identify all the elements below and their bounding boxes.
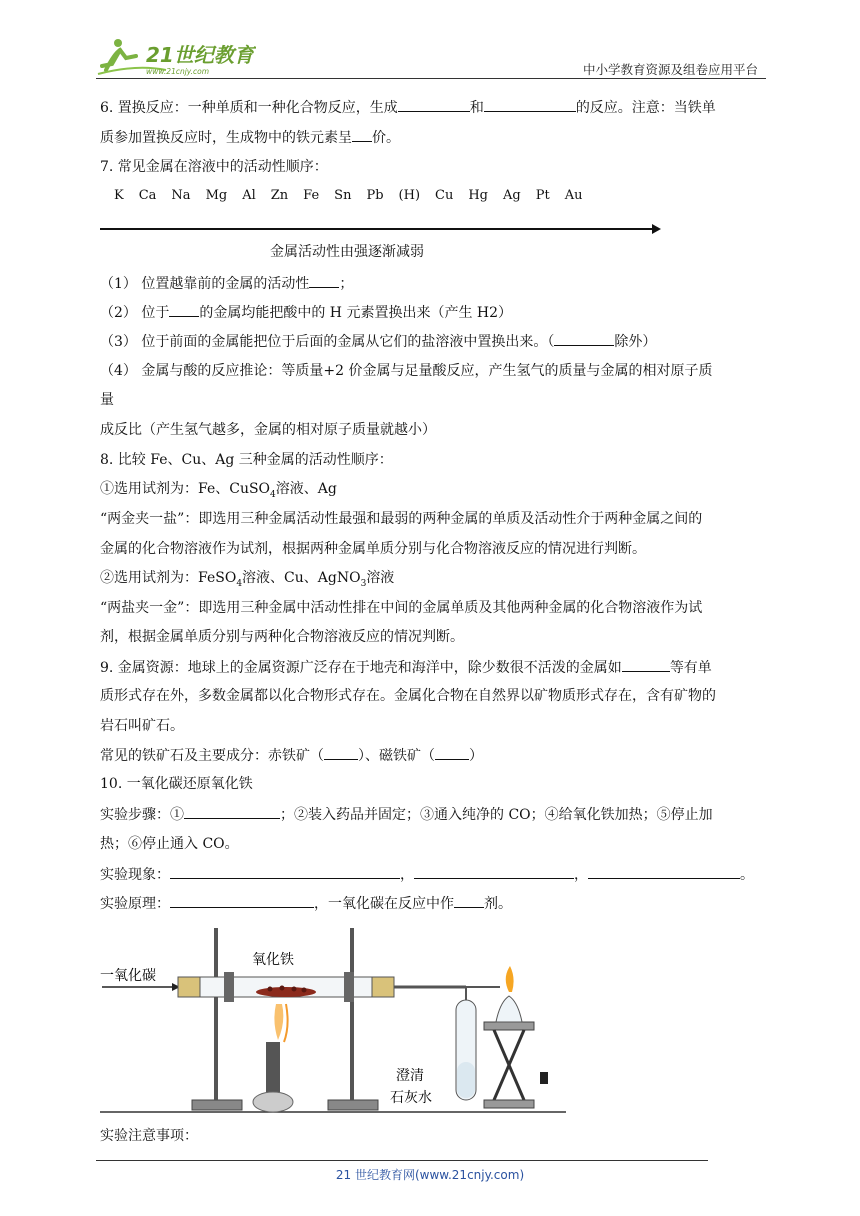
q10-phenomenon-label: 实验现象： [100,867,170,883]
header-divider [96,78,766,79]
q6-text-c: 的反应。注意：当铁单 [575,100,716,116]
footer-text[interactable]: 21 世纪教育网(www.21cnjy.com) [335,1168,525,1182]
q10-principle-label: 实验原理： [100,896,170,912]
gas-label: 一氧化碳 [100,968,156,984]
activity-arrow-label: 金属活动性由强逐渐减弱 [270,244,424,260]
q10-steps-a: 实验步骤：① [100,807,184,823]
iron-oxide-label: 氧化铁 [252,952,294,968]
q8-reagent2 [100,568,394,594]
q10-blank-phen3[interactable] [588,864,740,879]
q8-reagent1-a: ①选用试剂为：Fe、CuSO [100,481,271,497]
q8-reagent1-b: 溶液、Ag [275,481,337,497]
footer-divider [96,1160,708,1161]
metal-item: Cu [435,188,454,203]
q8-reagent2-a: ②选用试剂为：FeSO [100,570,237,586]
q9-ore-c: ） [469,748,483,764]
q6-blank-2[interactable] [484,97,576,112]
q7-item3 [100,331,656,352]
metal-item: Mg [205,188,228,203]
q10-blank-principle[interactable] [170,893,314,908]
q10-principle [100,893,512,914]
activity-arrow [100,228,655,230]
q9-blank-1[interactable] [622,657,670,672]
q10-blank-agent[interactable] [454,893,484,908]
metal-item: Pt [535,188,550,203]
q9-ore-b: ）、磁铁矿（ [358,748,435,764]
q9-ore-a: 常见的铁矿石及主要成分：赤铁矿（ [100,748,324,764]
svg-text:www.21cnjy.com: www.21cnjy.com [146,67,210,76]
q10-blank-step1[interactable] [184,804,280,819]
q6-blank-3[interactable] [352,127,372,142]
q7-item1-text: （1） 位置越靠前的金属的活动性 [100,276,310,292]
metal-item: Ag [503,188,521,203]
metal-item: Au [564,188,583,203]
metal-item: Na [171,188,191,203]
q6-line2 [100,127,400,148]
q7-item4: （4） 金属与酸的反应推论：等质量+2 价金属与足量酸反应，产生氢气的质量与金属的相对原子质 [100,363,713,379]
q9-line4 [100,745,483,766]
q10-comma-2: ， [574,867,588,883]
q10-steps-line1 [100,804,713,825]
q8-reagent2-sub1: 4 [236,578,243,589]
q10-comma-1: ， [400,867,414,883]
q8-reagent1-sub: 4 [270,489,276,500]
q8-reagent1 [100,479,337,505]
q8-desc2-line1: “两盐夹一金”：即选用三种金属中活动性排在中间的金属单质及其他两种金属的化合物溶液作为试 [100,600,703,616]
q9-line1 [100,657,712,678]
q7-title: 7. 常见金属在溶液中的活动性顺序： [100,159,328,175]
co-reduction-apparatus-diagram [100,922,570,1118]
q10-title: 10. 一氧化碳还原氧化铁 [100,776,253,792]
header-platform-text: 中小学教育资源及组卷应用平台 [582,62,758,77]
q7-item3-text: （3） 位于前面的金属能把位于后面的金属从它们的盐溶液中置换出来。（ [100,334,555,350]
metal-item: K [114,188,124,203]
metal-item: Sn [334,188,352,203]
q8-reagent2-sub2: 3 [360,578,367,589]
q10-blank-phen1[interactable] [170,864,400,879]
q6-line1 [100,97,716,118]
q7-item1-end: ； [339,276,354,292]
q7-item2-text: （2） 位于 [100,305,170,321]
q9-blank-3[interactable] [435,745,469,760]
q10-steps-line2: 热；⑥停止通入 CO。 [100,836,239,852]
q7-blank-1[interactable] [309,273,339,288]
q7-item3-end: 除外） [614,334,657,350]
limewater-label-2: 石灰水 [390,1090,432,1106]
q7-blank-3[interactable] [554,331,614,346]
metal-item: Al [242,188,256,203]
q7-item2 [100,302,512,323]
q7-item4-cont: 量 [100,392,114,408]
q10-phenomenon [100,864,754,885]
metal-activity-series [114,188,597,203]
q6-text-a: 6. 置换反应：一种单质和一种化合物反应，生成 [100,100,398,116]
metal-item: (H) [398,188,421,203]
metal-item: Zn [270,188,289,203]
metal-item: Pb [366,188,384,203]
q9-blank-2[interactable] [324,745,358,760]
q8-reagent2-b: 溶液、Cu、AgNO [242,570,361,586]
q10-notes: 实验注意事项： [100,1128,198,1144]
page-header [96,30,766,80]
q9-text-b: 等有单 [669,660,712,676]
metal-item: Fe [303,188,320,203]
q10-steps-b: ；②装入药品并固定；③通入纯净的 CO；④给氧化铁加热；⑤停止加 [280,807,713,823]
q9-line3: 岩石叫矿石。 [100,718,184,734]
q7-item4-end: 成反比（产生氢气越多，金属的相对原子质量就越小） [100,422,436,438]
q10-period: 。 [740,867,754,883]
svg-text:21世纪教育: 21世纪教育 [146,43,254,67]
q9-line2: 质形式存在外，多数金属都以化合物形式存在。金属化合物在自然界以矿物质形式存在，含有矿物的 [100,688,716,704]
q8-desc1-line2: 金属的化合物溶液作为试剂，根据两种金属单质分别与化合物溶液反应的情况进行判断。 [100,541,646,557]
q6-text-b: 和 [469,100,484,116]
q10-blank-phen2[interactable] [414,864,574,879]
q6-text-e: 价。 [372,130,400,146]
q8-title: 8. 比较 Fe、Cu、Ag 三种金属的活动性顺序： [100,452,393,468]
q7-item1 [100,273,353,294]
metal-item: Ca [138,188,157,203]
q9-text-a: 9. 金属资源：地球上的金属资源广泛存在于地壳和海洋中，除少数很不活泼的金属如 [100,660,622,676]
metal-item: Hg [468,188,489,203]
q8-desc1-line1: “两金夹一盐”：即选用三种金属活动性最强和最弱的两种金属的单质及活动性介于两种金属之间的 [100,511,703,527]
q10-principle-end: 剂。 [484,896,512,912]
q7-item2-end: 的金属均能把酸中的 H 元素置换出来（产生 H2） [199,305,513,321]
q8-reagent2-c: 溶液 [366,570,395,586]
site-logo [96,34,256,78]
q6-blank-1[interactable] [398,97,470,112]
q6-text-d: 质参加置换反应时，生成物中的铁元素呈 [100,130,352,146]
q8-desc2-line2: 剂，根据金属单质分别与两种化合物溶液反应的情况判断。 [100,629,464,645]
q7-blank-2[interactable] [169,302,199,317]
limewater-label-1: 澄清 [396,1068,424,1084]
q10-principle-mid: ，一氧化碳在反应中作 [314,896,454,912]
